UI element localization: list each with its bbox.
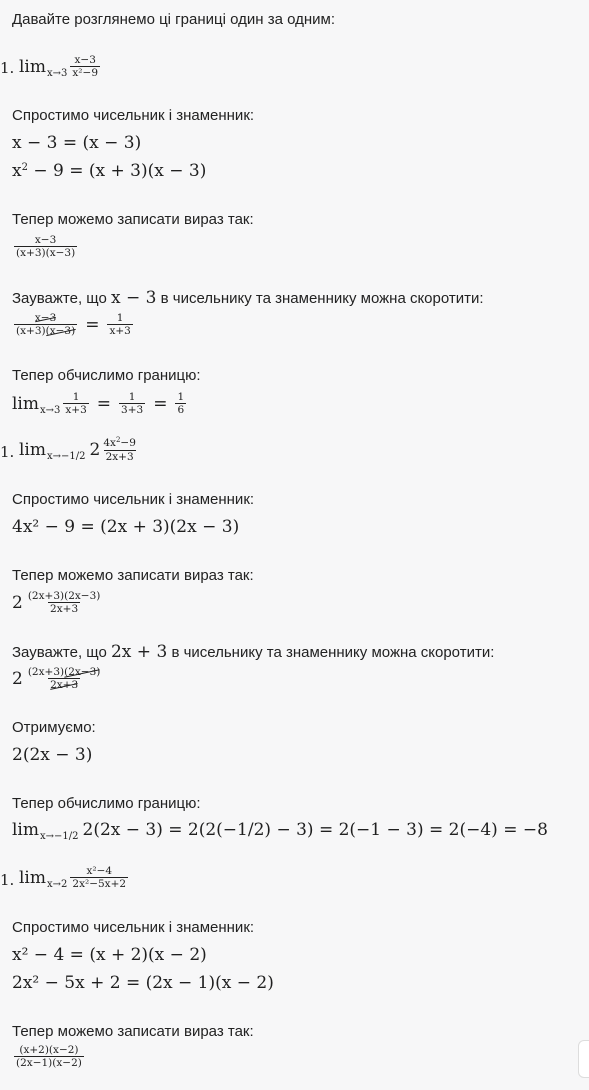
fraction [14,234,77,259]
note-prefix: Зауважте, що [12,290,107,307]
fraction [107,312,132,337]
fraction: $\frac{\text{x²−4}}{\text{2x²−5x+2}}$ [72,865,127,890]
equation-line: x² − 4 = (x + 2)(x − 2) [12,945,207,965]
equation-line: x − 3 = (x − 3) [12,133,142,153]
note-prefix: Зауважте, що [12,644,107,661]
lim-word: lim [19,56,46,77]
coefficient: 2 [12,592,23,613]
compute-label: Тепер обчислимо границю: [12,367,201,384]
simplify-label: Спростимо чисельник і знаменник: [12,919,255,936]
intro-text: Давайте розглянемо ці границі один за одним: [12,11,335,28]
cancelled-term: (x−3) [45,325,76,337]
equals-sign: = [96,393,112,414]
equation-line: 2x² − 5x + 2 = (2x − 1)(x − 2) [12,973,274,993]
coefficient: 2 [12,668,23,689]
compute-label: Тепер обчислимо границю: [12,795,201,812]
cancelled-term: x−3 [34,312,57,324]
limit-expression [19,865,131,890]
denominator: x²−9 [72,67,98,79]
fraction: $\frac{1}{x+3}$ [65,391,87,416]
equation-line [12,160,206,185]
denominator: (x+3)(x−3) [16,247,76,259]
write-label: Тепер можемо записати вираз так: [12,211,254,228]
limit-result [12,820,548,840]
scroll-button[interactable] [578,1040,589,1078]
note-expression: x − 3 [110,288,157,308]
lim-word: lim [19,440,46,460]
equation-line: 2(2x − 3) [12,745,93,765]
note-line [12,643,494,662]
lim-subscript: x→3 [40,404,61,416]
equals-sign: = [85,314,100,335]
write-label: Тепер можемо записати вираз так: [12,567,254,584]
cancelled-term: (2x−3) [64,666,101,678]
fraction: $\frac{1}{3+3}$ [121,391,144,416]
list-number: 1. [0,59,15,77]
fraction: $\frac{4x^2-9}{2x+3}$ [103,436,136,463]
numerator: 1 [116,312,124,324]
fraction: $\frac{(2x+3)(2x-3)}{2x+3}$ [27,590,101,615]
final-expression: 2(2x − 3) = 2(2(−1/2) − 3) = 2(−1 − 3) = 2(−4) = −8 [82,820,548,840]
lim-word: lim [12,393,39,414]
limit-result [12,391,189,416]
fraction [14,312,77,337]
numerator: x−3 [34,234,57,246]
fraction: $\frac{1}{6}$ [177,391,185,416]
lim-subscript: x→−1/2 [40,831,79,842]
get-label: Отримуємо: [12,719,96,736]
denominator-part: (x+3) [16,325,46,337]
cancelled-term: 2x+3 [50,679,79,691]
write-label: Тепер можемо записати вираз так: [12,1023,254,1040]
fraction: $\frac{(2x+3)(2x-3)}{2x+3}$ [27,666,101,691]
fraction-row [12,590,105,615]
note-suffix: в чисельнику та знаменнику можна скоротити: [171,644,495,661]
equals-sign: = [153,393,168,414]
lim-subscript: x→2 [47,878,68,890]
lim-word: lim [19,867,46,888]
limit-expression [19,54,103,79]
cancel-row [11,312,136,337]
cancel-row [12,666,105,691]
equation-line: 4x² − 9 = (2x + 3)(2x − 3) [12,517,240,537]
note-suffix: в чисельнику та знаменнику можна скоротити: [160,290,484,307]
fraction [70,54,100,79]
note-line [12,289,484,308]
lim-subscript: x→−1/2 [47,451,86,462]
limit-expression [19,437,141,463]
fraction-row [11,234,80,259]
denominator: x+3 [109,325,131,337]
eq-part: x [12,161,22,181]
fraction-row [11,1044,87,1069]
eq-part: − 9 = (x + 3)(x − 3) [27,161,207,181]
note-expression: 2x + 3 [110,642,168,662]
exponent: 2 [21,162,28,173]
list-number: 1. [0,871,15,889]
simplify-label: Спростимо чисельник і знаменник: [12,107,255,124]
numerator: x−3 [74,54,96,66]
fraction: $\frac{(x+2)(x-2)}{(2x-1)(x-2)}$ [16,1044,82,1069]
list-number: 1. [0,443,15,461]
simplify-label: Спростимо чисельник і знаменник: [12,491,255,508]
lim-subscript: x→3 [47,67,68,79]
lim-word: lim [12,820,39,840]
coefficient: 2 [89,440,101,460]
